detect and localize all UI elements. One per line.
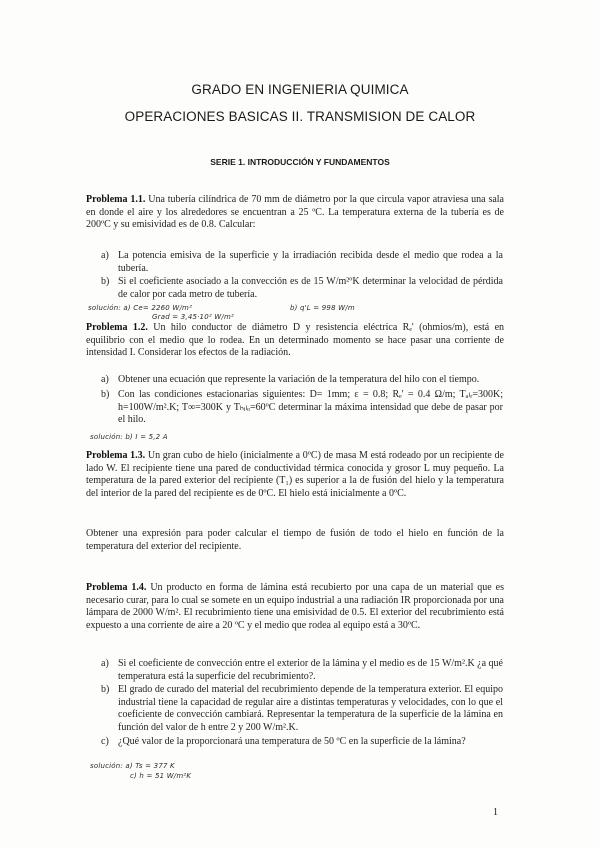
problem-1-1-item-b	[101, 276, 503, 301]
item-label: a)	[101, 374, 109, 385]
degree-title: GRADO EN INGENIERIA QUIMICA	[191, 82, 409, 97]
problem-1-2-item-a	[101, 374, 503, 387]
item-label: a)	[101, 250, 109, 261]
item-label: c)	[101, 736, 109, 747]
item-text: Si el coeficiente asociado a la convección es de 15 W/m²ºK determinar la velocidad de pérdida de calor por cada metro de tubería.	[118, 276, 503, 300]
handwritten-solution-1-4-a: solución: a) Ts = 377 K	[90, 762, 175, 770]
handwritten-solution-1-4-c: c) h = 51 W/m²K	[130, 772, 192, 780]
problem-label: Problema 1.1.	[86, 194, 146, 205]
handwritten-solution-1-2: solución: b) I = 5,2 A	[90, 433, 168, 441]
item-text: Obtener una ecuación que represente la variación de la temperatura del hilo con el tiempo.	[118, 374, 480, 385]
item-text: El grado de curado del material del recubrimiento depende de la temperatura exterior. El equipo industrial tiene la capacidad de regular aire a distintas temperaturas y velocidades, con lo que el coeficiente de convección cambiará. Representar la temperatura de la superficie de la lámina en función del valor de h entre 2 y 200 W/m².K.	[118, 684, 503, 733]
item-label: b)	[101, 276, 110, 287]
problem-1-4-item-c	[101, 736, 503, 749]
course-title: OPERACIONES BASICAS II. TRANSMISION DE CALOR	[124, 109, 476, 124]
handwritten-solution-1-1-grad: Grad = 3,45·10² W/m²	[152, 313, 235, 321]
problem-1-2-item-b	[101, 389, 503, 427]
problem-1-4-statement	[86, 582, 504, 632]
item-text: Si el coeficiente de convección entre el exterior de la lámina y el medio es de 15 W/m².K ¿a qué temperatura está la superficie del recubrimiento?.	[118, 658, 503, 682]
problem-1-3-statement	[86, 450, 504, 500]
problem-1-2-statement	[86, 322, 504, 360]
problem-label: Problema 1.4.	[86, 582, 147, 593]
series-title: SERIE 1. INTRODUCCIÓN Y FUNDAMENTOS	[210, 157, 390, 167]
item-text: Con las condiciones estacionarias siguientes: D= 1mm; ε = 0.8; Rₑ' = 0.4 Ω/m; Tₐₗᵣ=300K; h=100W/m².K; T∞=300K y Tₕᵢₗₒ=60ºC determinar la máxima intensidad que debe de pasar por el hilo.	[118, 389, 503, 426]
problem-text: Un hilo conductor de diámetro D y resistencia eléctrica Rₑ' (ohmios/m), está en equilibrio con el medio que lo rodea. En un determinado momento se hace pasar una corriente de intensidad I. Considerar los efectos de la radiación.	[86, 322, 505, 359]
problem-1-4-item-a	[101, 658, 503, 683]
problem-text: Una tubería cilíndrica de 70 mm de diámetro por la que circula vapor atraviesa una sala en donde el aire y los alrededores se encuentran a 25 ºC. La temperatura externa de la tubería es de 200ºC y su emisividad es de 0.8. Calcular:	[86, 194, 504, 231]
item-label: b)	[101, 684, 110, 695]
handwritten-solution-1-1-b: b) q'L = 998 W/m	[290, 304, 355, 312]
item-text: ¿Qué valor de la proporcionará una temperatura de 50 ºC en la superficie de la lámina?	[118, 736, 466, 747]
problem-label: Problema 1.2.	[86, 322, 148, 333]
problem-1-4-item-b	[101, 684, 503, 734]
item-text: La potencia emisiva de la superficie y la irradiación recibida desde el medio que rodea a la tubería.	[118, 250, 503, 274]
problem-label: Problema 1.3.	[86, 450, 146, 461]
problem-1-3-task: Obtener una expresión para poder calcular el tiempo de fusión de todo el hielo en función de la temperatura del exterior del recipiente.	[86, 528, 504, 552]
item-label: a)	[101, 658, 109, 669]
page-number: 1	[493, 807, 498, 818]
handwritten-solution-1-1-a: solución: a) Ce= 2260 W/m²	[88, 304, 193, 312]
problem-1-1-item-a	[101, 250, 503, 275]
problem-text: Un gran cubo de hielo (inicialmente a 0ºC) de masa M está rodeado por un recipiente de lado W. El recipiente tiene una pared de conductividad térmica conocida y grosor L muy pequeño. La temperatura de la pared exterior del recipiente (T₁) es superior a la de fusión del hielo y la temperatura del interior de la pared del recipiente es de 0ºC. El hielo está inicialmente a 0ºC.	[86, 450, 504, 499]
problem-1-1-statement	[86, 194, 504, 232]
problem-text: Un producto en forma de lámina está recubierto por una capa de un material que es necesario curar, para lo cual se somete en un equipo industrial a una radiación IR proporcionada por una lámpara de 2000 W/m². El recubrimiento tiene una emisividad de 0.5. El exterior del recubrimiento está expuesto a una corriente de aire a 20 ºC y el medio que rodea al equipo está a 30ºC.	[86, 582, 504, 631]
item-label: b)	[101, 389, 110, 400]
